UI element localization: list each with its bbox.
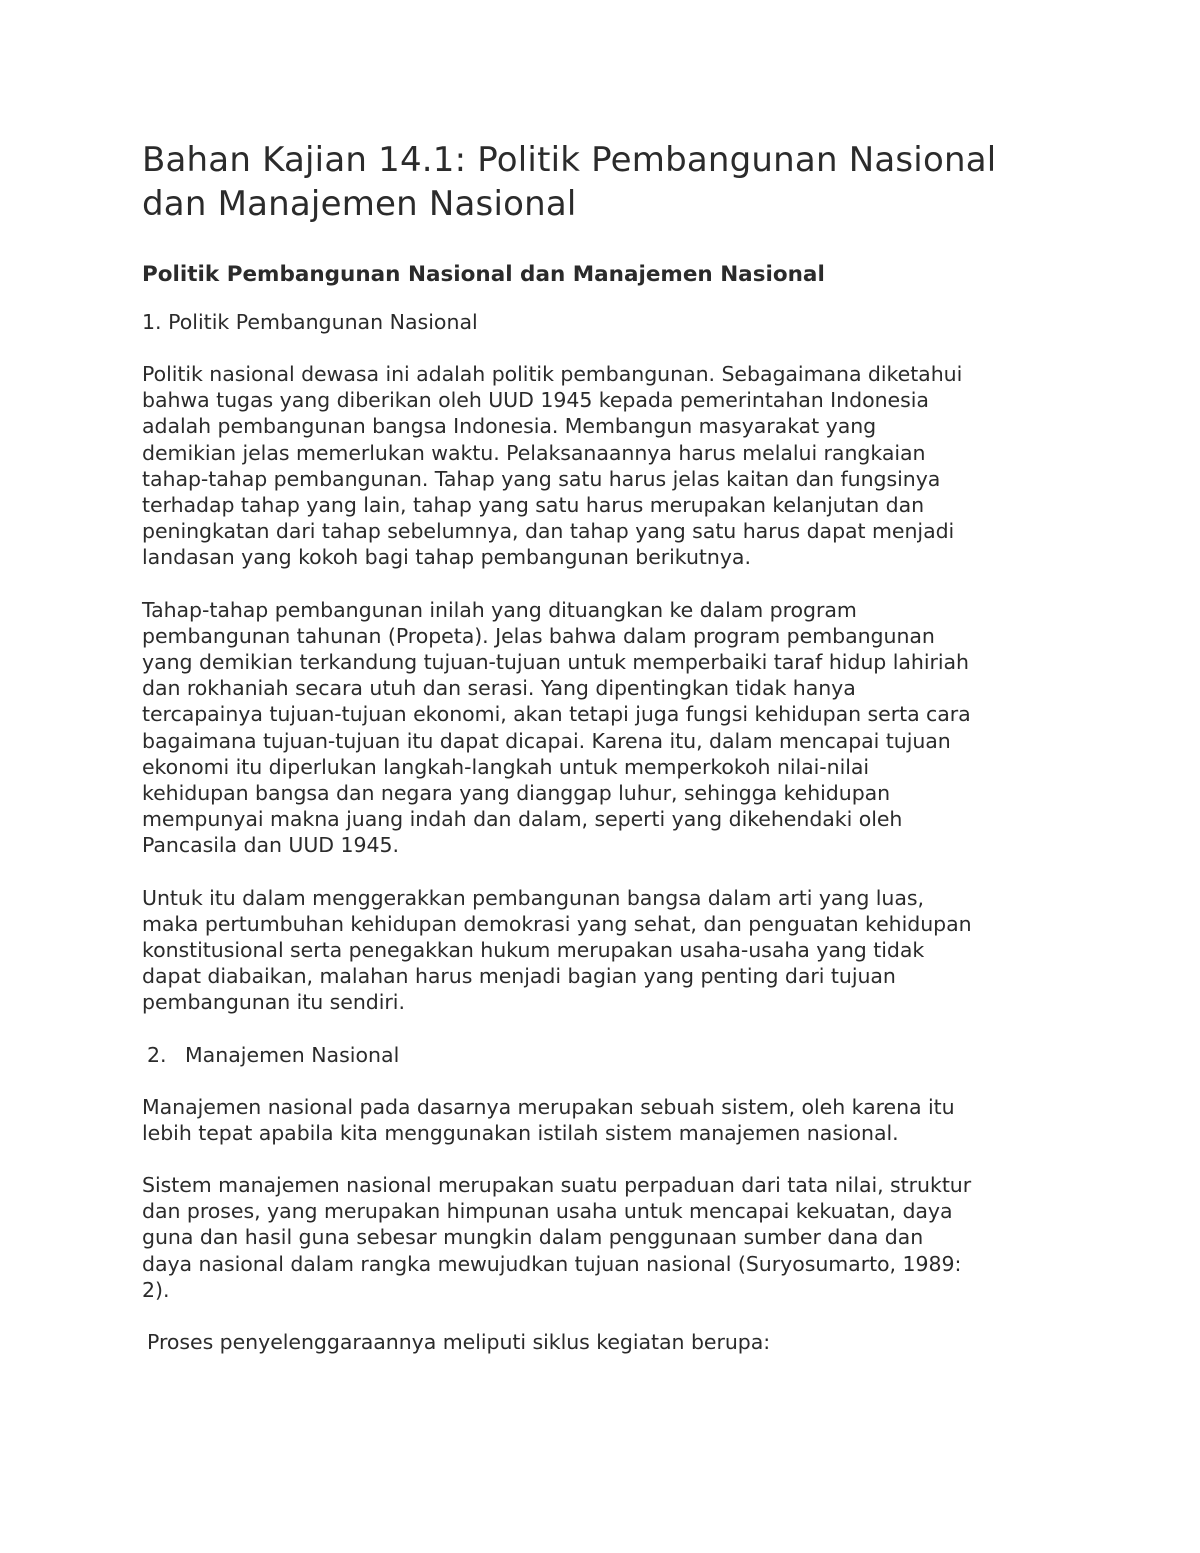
section-2-heading <box>142 1042 1072 1068</box>
document-subtitle: Politik Pembangunan Nasional dan Manajemen Nasional <box>142 262 825 287</box>
document-title: Bahan Kajian 14.1: Politik Pembangunan Nasional dan Manajemen Nasional <box>142 140 997 224</box>
section-1-title: Politik Pembangunan Nasional <box>168 310 478 334</box>
section-2-paragraph-2: Sistem manajemen nasional merupakan suatu perpaduan dari tata nilai, struktur dan proses, yang merupakan himpunan usaha untuk mencapai kekuatan, daya guna dan hasil guna sebesar mungkin dalam penggunaan sumber dana dan daya nasional dalam rangka mewujudkan tujuan nasional (Suryosumarto, 1989: 2). <box>142 1173 972 1302</box>
section-2-number: 2. <box>147 1042 167 1067</box>
section-1-paragraph-2: Tahap-tahap pembangunan inilah yang dituangkan ke dalam program pembangunan tahunan (Propeta). Jelas bahwa dalam program pembangunan yang demikian terkandung tujuan-tujuan untuk memperbaiki taraf hidup lahiriah dan rokhaniah secara utuh dan serasi. Yang dipentingkan tidak hanya tercapainya tujuan-tujuan ekonomi, akan tetapi juga fungsi kehidupan serta cara bagaimana tujuan-tujuan itu dapat dicapai. Karena itu, dalam mencapai tujuan ekonomi itu diperlukan langkah-langkah untuk memperkokoh nilai-nilai kehidupan bangsa dan negara yang dianggap luhur, sehingga kehidupan mempunyai makna juang indah dan dalam, seperti yang dikehendaki oleh Pancasila dan UUD 1945. <box>142 597 971 858</box>
section-1-heading <box>142 309 1072 335</box>
document-page <box>142 138 1072 1381</box>
section-2-paragraph-1: Manajemen nasional pada dasarnya merupakan sebuah sistem, oleh karena itu lebih tepat apabila kita menggunakan istilah sistem manajemen nasional. <box>142 1094 955 1145</box>
section-1-number: 1. <box>142 310 162 334</box>
section-2-title: Manajemen Nasional <box>185 1042 400 1067</box>
section-2-paragraph-3: Proses penyelenggaraannya meliputi siklus kegiatan berupa: <box>147 1330 771 1355</box>
section-1-paragraph-3: Untuk itu dalam menggerakkan pembangunan bangsa dalam arti yang luas, maka pertumbuhan kehidupan demokrasi yang sehat, dan penguatan kehidupan konstitusional serta penegakkan hukum merupakan usaha-usaha yang tidak dapat diabaikan, malahan harus menjadi bagian yang penting dari tujuan pembangunan itu sendiri. <box>142 885 972 1015</box>
section-1-paragraph-1: Politik nasional dewasa ini adalah politik pembangunan. Sebagaimana diketahui bahwa tugas yang diberikan oleh UUD 1945 kepada pemerintahan Indonesia adalah pembangunan bangsa Indonesia. Membangun masyarakat yang demikian jelas memerlukan waktu. Pelaksanaannya harus melalui rangkaian tahap-tahap pembangunan. Tahap yang satu harus jelas kaitan dan fungsinya terhadap tahap yang lain, tahap yang satu harus merupakan kelanjutan dan peningkatan dari tahap sebelumnya, dan tahap yang satu harus dapat menjadi landasan yang kokoh bagi tahap pembangunan berikutnya. <box>142 362 963 570</box>
